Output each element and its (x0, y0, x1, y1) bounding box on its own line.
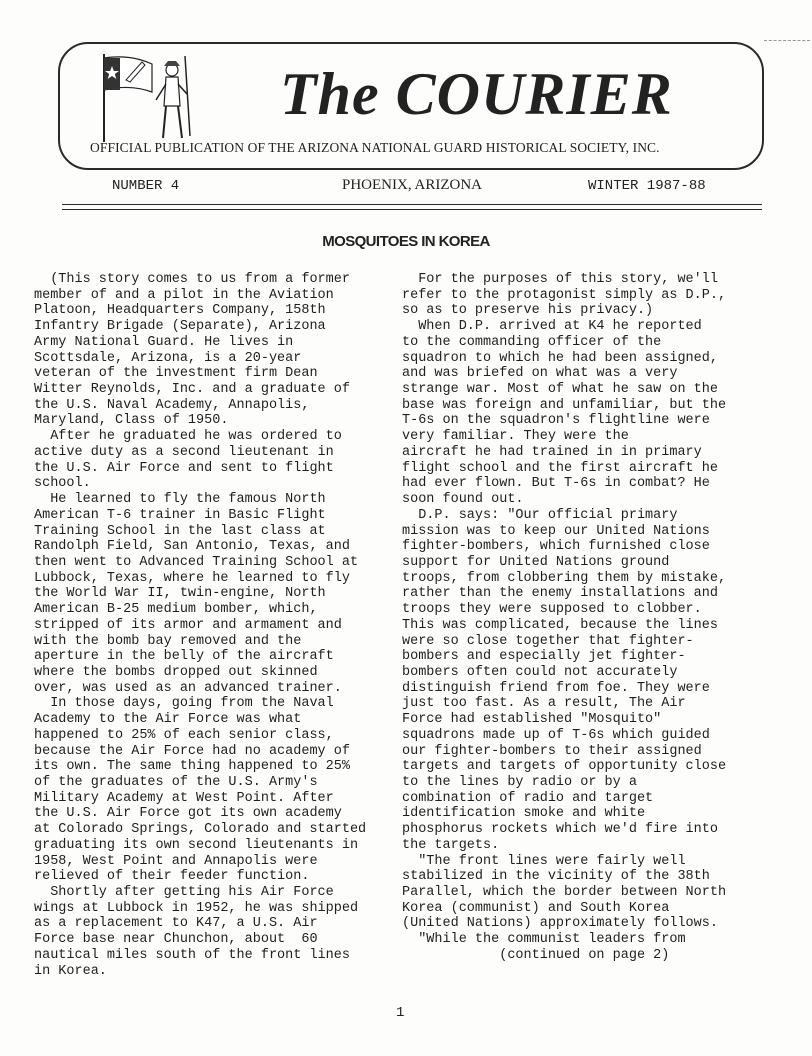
article-line: Training School in the last class at (34, 523, 326, 539)
article-line: (continued on page 2) (402, 947, 670, 963)
article-line: where the bombs dropped out skinned (34, 664, 318, 680)
article-line: the World War II, twin-engine, North (34, 586, 326, 602)
article-line: Platoon, Headquarters Company, 158th (34, 303, 326, 319)
article-line: just too fast. As a result, The Air (402, 696, 686, 712)
article-line: Lubbock, Texas, where he learned to fly (34, 570, 350, 586)
article-headline: MOSQUITOES IN KOREA (322, 233, 490, 250)
article-line: distinguish friend from foe. They were (402, 680, 710, 696)
article-line: (United Nations) approximately follows. (402, 916, 718, 932)
article-line: Shortly after getting his Air Force (34, 885, 334, 901)
article-line: In those days, going from the Naval (34, 696, 334, 712)
article-line: its own. The same thing happened to 25% (34, 759, 350, 775)
article-line: stabilized in the vicinity of the 38th (402, 869, 710, 885)
article-line: with the bomb bay removed and the (34, 633, 302, 649)
article-column-left (34, 272, 394, 979)
article-line: He learned to fly the famous North (34, 492, 326, 508)
page-number: 1 (396, 1005, 405, 1021)
issue-location: PHOENIX, ARIZONA (342, 177, 482, 193)
article-line: school. (34, 476, 91, 492)
article-line: to the commanding officer of the (402, 334, 662, 350)
article-line: nautical miles south of the front lines (34, 947, 350, 963)
article-line: troops they were supposed to clobber. (402, 602, 702, 618)
article-line: For the purposes of this story, we'll (402, 272, 718, 287)
article-line: American B-25 medium bomber, which, (34, 602, 318, 618)
article-line: "While the communist leaders from (402, 932, 686, 948)
article-line: Witter Reynolds, Inc. and a graduate of (34, 382, 350, 398)
article-line: over, was used as an advanced trainer. (34, 680, 342, 696)
article-line: Infantry Brigade (Separate), Arizona (34, 319, 326, 335)
article-line: Maryland, Class of 1950. (34, 413, 229, 429)
header-rule-bottom (62, 209, 762, 210)
article-line: as a replacement to K47, a U.S. Air (34, 916, 318, 932)
publication-title: The COURIER (280, 61, 673, 127)
scan-corner-mark (764, 40, 810, 41)
article-line: stripped of its armor and armament and (34, 617, 342, 633)
article-line: 1958, West Point and Annapolis were (34, 853, 318, 869)
article-line: Korea (communist) and South Korea (402, 900, 670, 916)
article-line: Force had established "Mosquito" (402, 712, 662, 728)
article-line: our fighter-bombers to their assigned (402, 743, 702, 759)
header-rule-top (62, 204, 762, 205)
article-line: aircraft he had trained in in primary (402, 444, 702, 460)
article-line: "The front lines were fairly well (402, 853, 686, 869)
article-line: wings at Lubbock in 1952, he was shipped (34, 900, 359, 916)
article-line: had ever flown. But T-6s in combat? He (402, 476, 710, 492)
article-line: squadron to which he had been assigned, (402, 350, 718, 366)
article-line: This was complicated, because the lines (402, 617, 718, 633)
article-line: D.P. says: "Our official primary (402, 507, 678, 523)
article-line: base was foreign and unfamiliar, but the (402, 397, 727, 413)
article-line: Parallel, which the border between North (402, 885, 727, 901)
article-line: Academy to the Air Force was what (34, 712, 302, 728)
article-line: (This story comes to us from a former (34, 272, 350, 287)
article-line: phosphorus rockets which we'd fire into (402, 822, 718, 838)
article-line: veteran of the investment firm Dean (34, 366, 318, 382)
article-line: strange war. Most of what he saw on the (402, 382, 718, 398)
article-line: soon found out. (402, 492, 524, 508)
article-line: happened to 25% of each senior class, (34, 727, 334, 743)
article-line: relieved of their feeder function. (34, 869, 310, 885)
article-line: squadrons made up of T-6s which guided (402, 727, 710, 743)
masthead (58, 42, 764, 170)
article-line: active duty as a second lieutenant in (34, 444, 334, 460)
article-line: then went to Advanced Training School at (34, 554, 359, 570)
article-line: bombers often could not accurately (402, 664, 678, 680)
publication-subtitle: OFFICIAL PUBLICATION OF THE ARIZONA NATIONAL GUARD HISTORICAL SOCIETY, INC. (90, 140, 660, 155)
article-line: T-6s on the squadron's flightline were (402, 413, 710, 429)
article-line: identification smoke and white (402, 806, 646, 822)
article-line: targets and targets of opportunity close (402, 759, 727, 775)
article-line: American T-6 trainer in Basic Flight (34, 507, 326, 523)
article-line: aperture in the belly of the aircraft (34, 649, 334, 665)
article-line: Scottsdale, Arizona, is a 20-year (34, 350, 302, 366)
article-line: at Colorado Springs, Colorado and started (34, 822, 367, 838)
article-line: the U.S. Air Force and sent to flight (34, 460, 334, 476)
article-line: mission was to keep our United Nations (402, 523, 710, 539)
article-line: Army National Guard. He lives in (34, 334, 294, 350)
issue-season: WINTER 1987-88 (588, 178, 706, 194)
article-line: very familiar. They were the (402, 429, 629, 445)
article-line: refer to the protagonist simply as D.P., (402, 287, 727, 303)
article-line: Military Academy at West Point. After (34, 790, 334, 806)
article-line: in Korea. (34, 963, 107, 979)
article-line: troops, from clobbering them by mistake, (402, 570, 727, 586)
article-column-right (402, 272, 782, 964)
article-line: Force base near Chunchon, about 60 (34, 932, 318, 948)
article-line: Randolph Field, San Antonio, Texas, and (34, 539, 350, 555)
article-line: were so close together that fighter- (402, 633, 694, 649)
article-line: combination of radio and target (402, 790, 654, 806)
minuteman-flag-logo-icon (90, 50, 200, 144)
article-line: the targets. (402, 837, 500, 853)
article-line: because the Air Force had no academy of (34, 743, 350, 759)
article-line: support for United Nations ground (402, 554, 670, 570)
article-line: to the lines by radio or by a (402, 775, 637, 790)
article-line: member of and a pilot in the Aviation (34, 287, 334, 303)
article-line: and was briefed on what was a very (402, 366, 678, 382)
article-line: of the graduates of the U.S. Army's (34, 775, 318, 790)
article-line: the U.S. Air Force got its own academy (34, 806, 342, 822)
article-line: the U.S. Naval Academy, Annapolis, (34, 397, 310, 413)
article-line: After he graduated he was ordered to (34, 429, 342, 445)
article-line: so as to preserve his privacy.) (402, 303, 654, 319)
article-line: fighter-bombers, which furnished close (402, 539, 710, 555)
article-line: flight school and the first aircraft he (402, 460, 718, 476)
issue-number: NUMBER 4 (112, 178, 180, 194)
article-line: bombers and especially jet fighter- (402, 649, 686, 665)
article-line: When D.P. arrived at K4 he reported (402, 319, 702, 335)
article-line: rather than the enemy installations and (402, 586, 718, 602)
article-line: graduating its own second lieutenants in (34, 837, 359, 853)
